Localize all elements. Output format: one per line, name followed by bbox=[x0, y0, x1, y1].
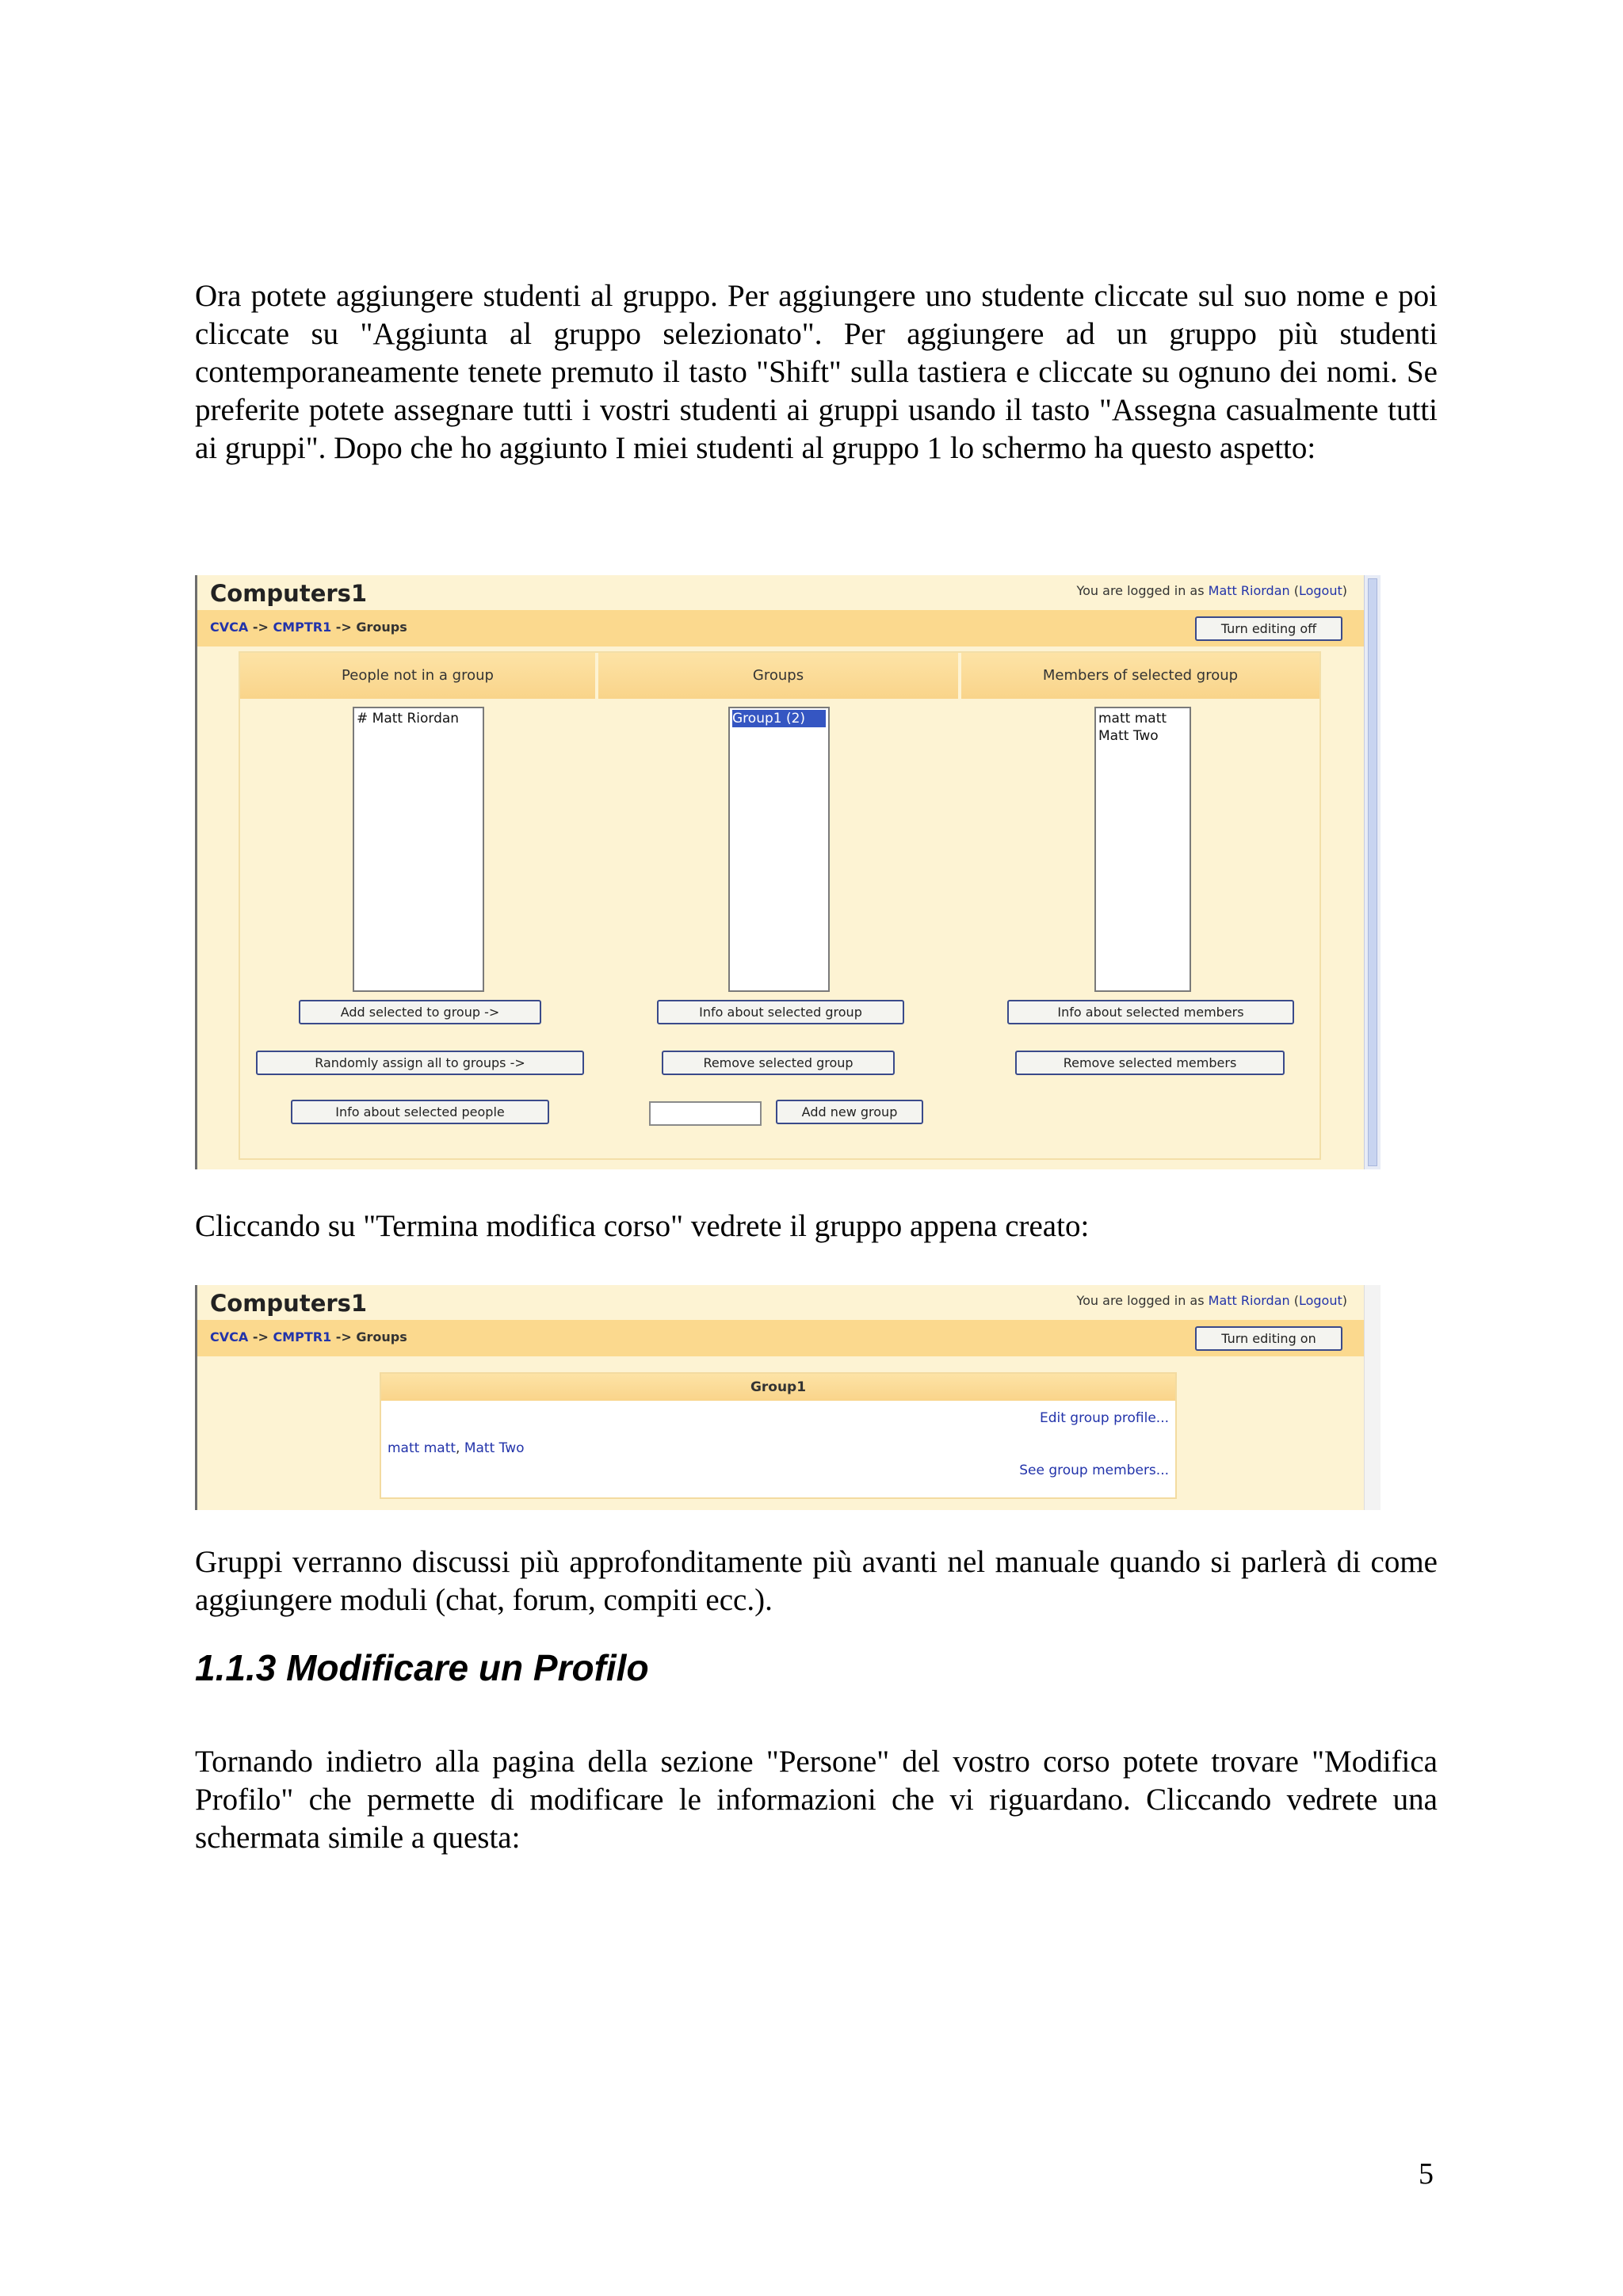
add-selected-to-group-button[interactable]: Add selected to group -> bbox=[299, 1000, 541, 1024]
navbar bbox=[197, 1320, 1365, 1356]
group-panel bbox=[380, 1372, 1177, 1499]
breadcrumb-current: Groups bbox=[356, 620, 407, 635]
turn-editing-on-button[interactable]: Turn editing on bbox=[1195, 1326, 1342, 1351]
groups-column-header: Groups bbox=[598, 653, 958, 699]
add-new-group-button[interactable]: Add new group bbox=[776, 1100, 923, 1124]
groups-listbox[interactable] bbox=[728, 707, 830, 992]
user-link[interactable]: Matt Riordan bbox=[1208, 583, 1290, 598]
groups-editing-screenshot bbox=[195, 575, 1381, 1169]
login-info: You are logged in as Matt Riordan (Logout) bbox=[1076, 583, 1347, 598]
caption-paragraph: Cliccando su "Termina modifica corso" vedrete il gruppo appena creato: bbox=[195, 1209, 1090, 1243]
turn-editing-off-button[interactable]: Turn editing off bbox=[1195, 616, 1342, 641]
section-heading: 1.1.3 Modificare un Profilo bbox=[195, 1647, 649, 1688]
remove-selected-group-button[interactable]: Remove selected group bbox=[662, 1051, 895, 1075]
scrollbar[interactable] bbox=[1364, 575, 1381, 1169]
group-name: Group1 bbox=[381, 1374, 1175, 1401]
breadcrumb-cvca[interactable]: CVCA bbox=[210, 1329, 249, 1344]
site-title[interactable]: Computers1 bbox=[210, 580, 368, 607]
list-item[interactable]: Group1 (2) bbox=[732, 710, 826, 727]
navbar bbox=[197, 610, 1365, 646]
scrollbar[interactable] bbox=[1364, 1285, 1381, 1510]
user-link[interactable]: Matt Riordan bbox=[1208, 1293, 1290, 1308]
member-link-matt-matt[interactable]: matt matt bbox=[388, 1440, 456, 1456]
breadcrumb-cmptr1[interactable]: CMPTR1 bbox=[273, 620, 332, 635]
list-item[interactable]: matt matt bbox=[1098, 711, 1167, 727]
members-column-header: Members of selected group bbox=[961, 653, 1319, 699]
intro-paragraph: Ora potete aggiungere studenti al gruppo. Per aggiungere uno studente cliccate sul suo nome e poi cliccate su "Aggiunta al gruppo selezionato". Per aggiungere ad un gruppo più studenti contemporaneamente tenete premuto il tasto "Shift" sulla tastiera e cliccate su ognuno dei nomi. Se preferite potete assegnare tutti i vostri studenti ai gruppi usando il tasto "Assegna casualmente tutti ai gruppi". Dopo che ho aggiunto I miei studenti al gruppo 1 lo schermo ha questo aspetto: bbox=[195, 279, 1438, 465]
list-item[interactable]: # Matt Riordan bbox=[357, 711, 460, 727]
group-members: matt matt, Matt Two bbox=[388, 1440, 525, 1456]
edit-group-profile-link[interactable]: Edit group profile... bbox=[1039, 1410, 1169, 1426]
groups-note-paragraph: Gruppi verranno discussi più approfonditamente più avanti nel manuale quando si parlerà di come aggiungere moduli (chat, forum, compiti ecc.). bbox=[195, 1545, 1438, 1617]
new-group-name-input[interactable] bbox=[649, 1101, 762, 1126]
profile-paragraph: Tornando indietro alla pagina della sezione "Persone" del vostro corso potete trovare "Modifica Profilo" che permette di modificare le informazioni che vi riguardano. Cliccando vedrete una schermata simile a questa: bbox=[195, 1745, 1438, 1855]
login-info: You are logged in as Matt Riordan (Logout) bbox=[1076, 1293, 1347, 1308]
scrollbar-thumb[interactable] bbox=[1368, 578, 1377, 1166]
info-selected-members-button[interactable]: Info about selected members bbox=[1007, 1000, 1294, 1024]
members-listbox[interactable] bbox=[1094, 707, 1191, 992]
logout-link[interactable]: Logout bbox=[1298, 1293, 1342, 1308]
member-link-matt-two[interactable]: Matt Two bbox=[464, 1440, 525, 1456]
logout-link[interactable]: Logout bbox=[1298, 583, 1342, 598]
info-selected-people-button[interactable]: Info about selected people bbox=[291, 1100, 549, 1124]
breadcrumb: CVCA -> CMPTR1 -> Groups bbox=[210, 1329, 407, 1344]
breadcrumb-cvca[interactable]: CVCA bbox=[210, 620, 249, 635]
randomly-assign-button[interactable]: Randomly assign all to groups -> bbox=[256, 1051, 584, 1075]
info-selected-group-button[interactable]: Info about selected group bbox=[657, 1000, 904, 1024]
breadcrumb: CVCA -> CMPTR1 -> Groups bbox=[210, 620, 407, 635]
group-view-screenshot bbox=[195, 1285, 1381, 1510]
list-item[interactable]: Matt Two bbox=[1098, 728, 1159, 744]
breadcrumb-cmptr1[interactable]: CMPTR1 bbox=[273, 1329, 332, 1344]
groups-table bbox=[239, 651, 1321, 1160]
people-column-header: People not in a group bbox=[240, 653, 595, 699]
site-title[interactable]: Computers1 bbox=[210, 1290, 368, 1317]
breadcrumb-current: Groups bbox=[356, 1329, 407, 1344]
people-listbox[interactable] bbox=[353, 707, 484, 992]
remove-selected-members-button[interactable]: Remove selected members bbox=[1015, 1051, 1285, 1075]
page-number: 5 bbox=[1419, 2157, 1434, 2191]
see-group-members-link[interactable]: See group members... bbox=[1019, 1463, 1169, 1478]
